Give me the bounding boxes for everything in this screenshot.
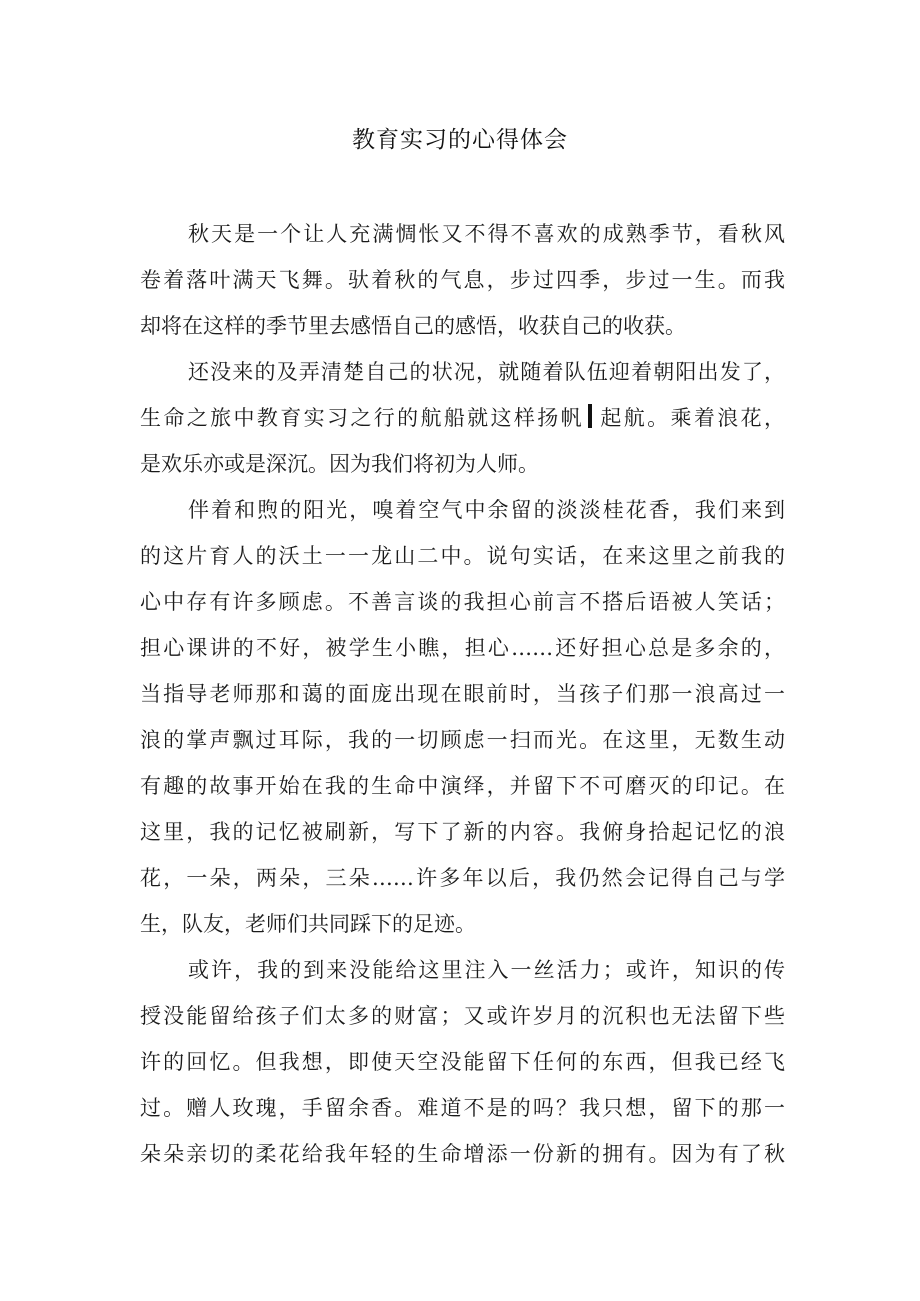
paragraph-2-line-2 [140,395,785,441]
paragraph-3-line-8: 这里，我的记忆被刷新，写下了新的内容。我俯身拾起记忆的浪 [140,820,785,844]
paragraph-3-line-1: 伴着和煦的阳光，嗅着空气中余留的淡淡桂花香，我们来到 [188,498,785,522]
paragraph-1-line-1: 秋天是一个让人充满惆怅又不得不喜欢的成熟季节，看秋风 [188,222,785,246]
paragraph-2-line-2-part-2: 起航。乘着浪花， [598,406,786,430]
paragraph-2-line-2-part-1: 生命之旅中教育实习之行的航船就这样扬帆 [140,406,585,430]
document-title: 教育实习的心得体会 [352,127,568,153]
paragraph-3-line-3: 心中存有许多顾虑。不善言谈的我担心前言不搭后语被人笑话； [140,590,785,614]
paragraph-2-line-3: 是欢乐亦或是深沉。因为我们将初为人师。 [140,452,539,476]
paragraph-3-line-10: 生，队友，老师们共同踩下的足迹。 [140,912,476,936]
paragraph-3-line-9: 花，一朵，两朵，三朵……许多年以后，我仍然会记得自己与学 [140,866,785,890]
paragraph-4-line-1: 或许，我的到来没能给这里注入一丝活力；或许，知识的传 [188,958,785,982]
paragraph-2-line-1: 还没来的及弄清楚自己的状况，就随着队伍迎着朝阳出发了， [188,360,785,384]
paragraph-1-line-3: 却将在这样的季节里去感悟自己的感悟，收获自己的收获。 [140,314,686,338]
paragraph-4-line-5: 朵朵亲切的柔花给我年轻的生命增添一份新的拥有。因为有了秋 [140,1142,785,1166]
paragraph-3-line-2: 的这片育人的沃土一一龙山二中。说句实话，在来这里之前我的 [140,544,785,568]
paragraph-3-line-4: 担心课讲的不好，被学生小瞧，担心……还好担心总是多余的， [140,636,785,660]
paragraph-4-line-4: 过。赠人玫瑰，手留余香。难道不是的吗？我只想，留下的那一 [140,1096,785,1120]
paragraph-3-line-5: 当指导老师那和蔼的面庞出现在眼前时，当孩子们那一浪高过一 [140,682,785,706]
text-cursor-mark [588,404,592,428]
paragraph-4-line-2: 授没能留给孩子们太多的财富；又或许岁月的沉积也无法留下些 [140,1004,785,1028]
paragraph-3-line-6: 浪的掌声飘过耳际，我的一切顾虑一扫而光。在这里，无数生动 [140,728,785,752]
paragraph-4-line-3: 许的回忆。但我想，即使天空没能留下任何的东西，但我已经飞 [140,1050,785,1074]
paragraph-1-line-2: 卷着落叶满天飞舞。驮着秋的气息，步过四季，步过一生。而我 [140,268,785,292]
paragraph-3-line-7: 有趣的故事开始在我的生命中演绎，并留下不可磨灭的印记。在 [140,774,785,798]
